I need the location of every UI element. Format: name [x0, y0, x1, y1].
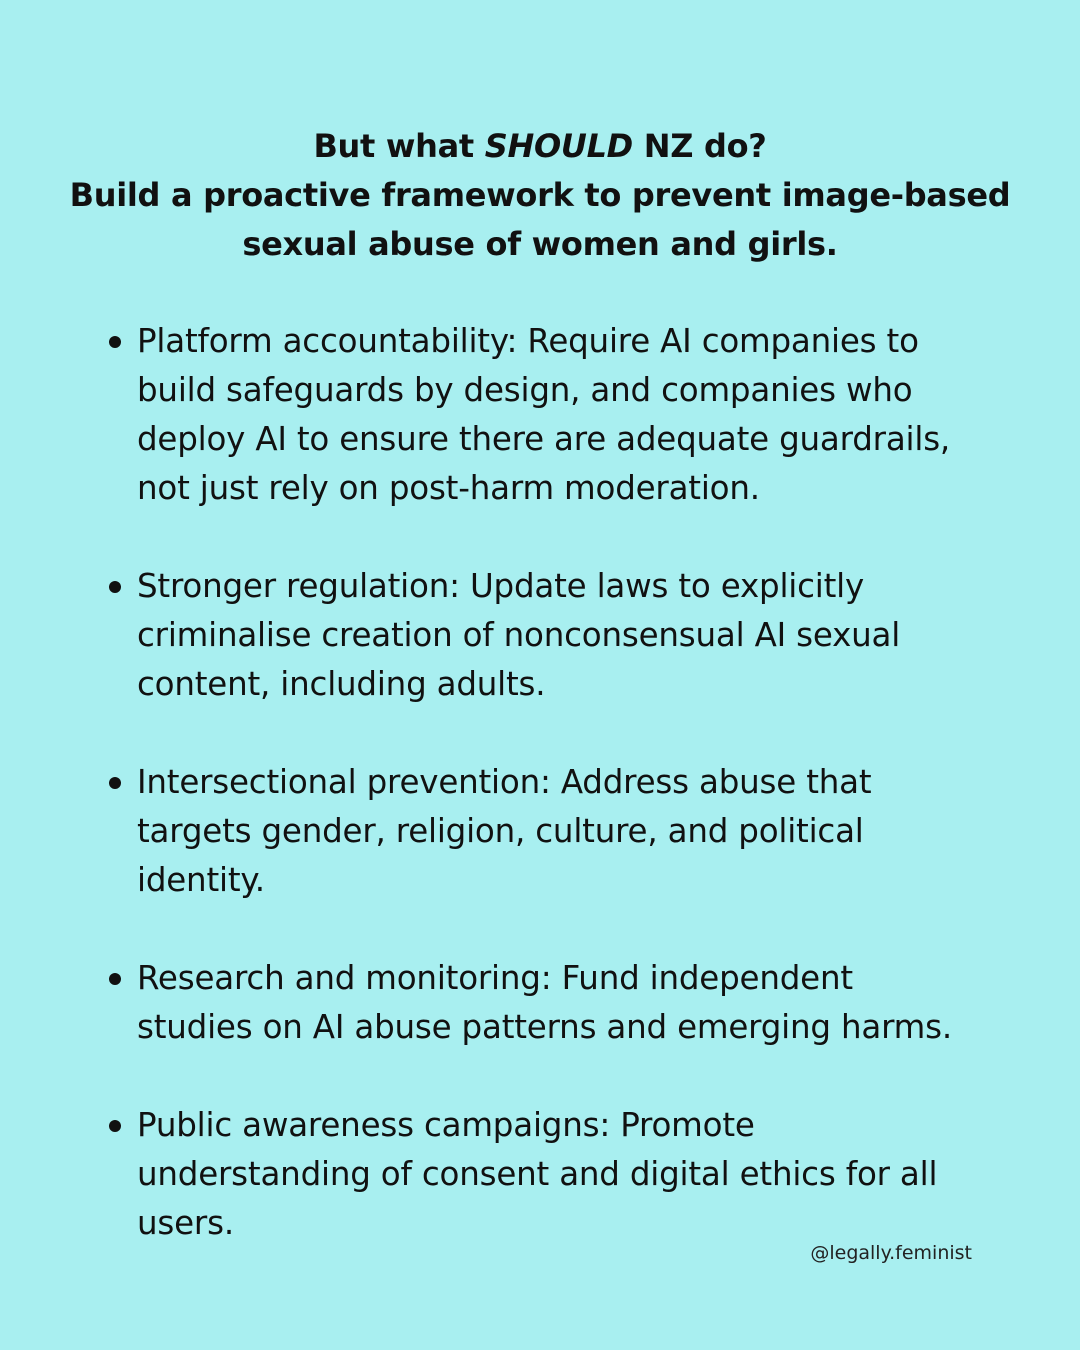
- list-item-line: not just rely on post-harm moderation.: [137, 469, 760, 507]
- recommendation-list: [105, 317, 1005, 1297]
- bullet-dot-icon: [109, 336, 121, 348]
- list-item-line: deploy AI to ensure there are adequate guardrails,: [137, 420, 951, 458]
- list-item-line: studies on AI abuse patterns and emerging harms.: [137, 1008, 952, 1046]
- author-handle: @legally.feminist: [810, 1242, 972, 1264]
- list-item-line: users.: [137, 1204, 234, 1242]
- list-item-line: identity.: [137, 861, 265, 899]
- bullet-dot-icon: [109, 973, 121, 985]
- list-item-line: Platform accountability: Require AI companies to: [137, 322, 919, 360]
- list-item-public-awareness: [105, 1101, 1005, 1248]
- list-item-intersectional-prevention: [105, 758, 1005, 905]
- list-item-line: build safeguards by design, and companies who: [137, 371, 913, 409]
- list-item-stronger-regulation: [105, 562, 1005, 709]
- title-question: But what SHOULD NZ do?: [313, 127, 767, 165]
- list-item-line: understanding of consent and digital ethics for all: [137, 1155, 938, 1193]
- list-item-line: Research and monitoring: Fund independent: [137, 959, 853, 997]
- bullet-dot-icon: [109, 777, 121, 789]
- list-item-line: targets gender, religion, culture, and political: [137, 812, 864, 850]
- title-line-2: Build a proactive framework to prevent image-based: [69, 176, 1011, 214]
- list-item-line: content, including adults.: [137, 665, 546, 703]
- list-item-line: Stronger regulation: Update laws to explicitly: [137, 567, 865, 605]
- list-item-line: Intersectional prevention: Address abuse that: [137, 763, 872, 801]
- list-item-research-monitoring: [105, 954, 1005, 1052]
- bullet-dot-icon: [109, 1120, 121, 1132]
- page-title: [60, 122, 1020, 269]
- title-line-3: sexual abuse of women and girls.: [242, 225, 838, 263]
- title-emphasis: SHOULD: [484, 127, 633, 165]
- list-item-line: Public awareness campaigns: Promote: [137, 1106, 755, 1144]
- list-item-platform-accountability: [105, 317, 1005, 513]
- bullet-dot-icon: [109, 581, 121, 593]
- list-item-line: criminalise creation of nonconsensual AI sexual: [137, 616, 901, 654]
